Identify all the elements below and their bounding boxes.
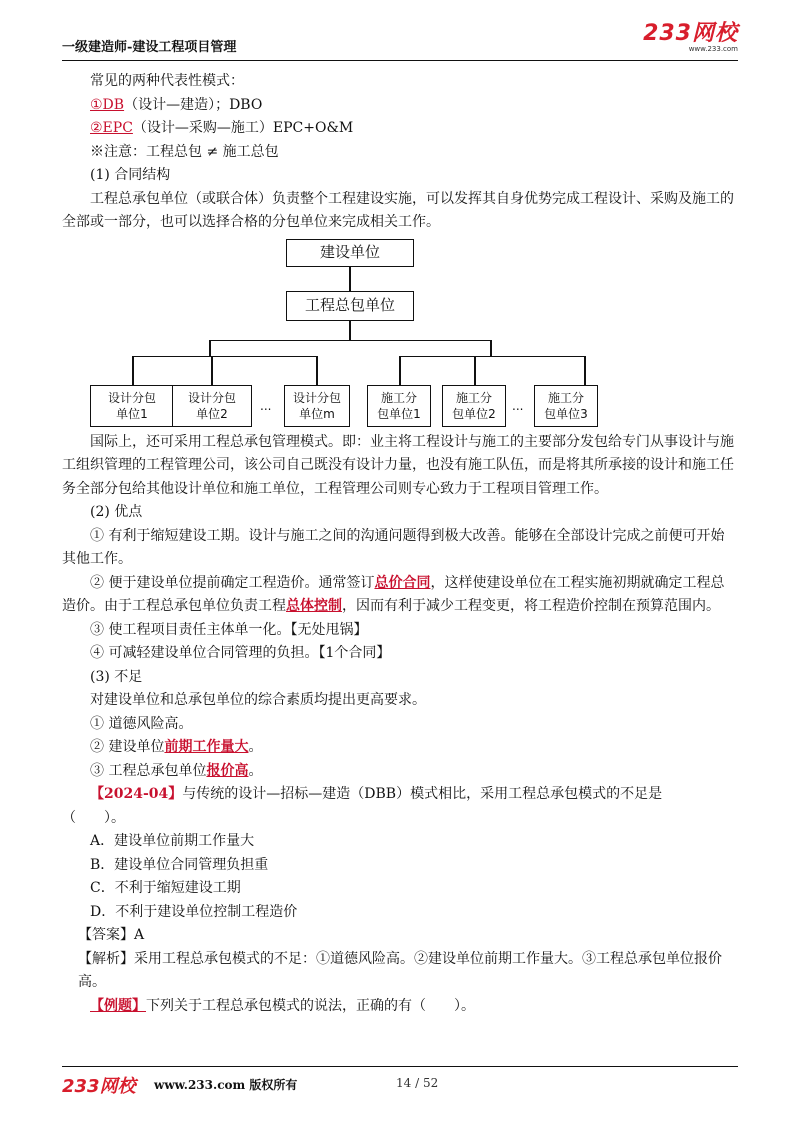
- diagram-box-owner: 建设单位: [286, 239, 414, 267]
- example-stem: [62, 995, 738, 1019]
- page-header: [62, 22, 738, 58]
- paragraph: ③ 使工程项目责任主体单一化。【无处甩锅】: [90, 621, 368, 638]
- option: B．建设单位合同管理负担重: [90, 856, 269, 873]
- connector-line: [132, 356, 317, 358]
- text: 。: [248, 739, 263, 755]
- connector-line: [211, 356, 213, 385]
- document-body: [62, 70, 738, 1018]
- connector-line: [490, 340, 492, 356]
- paragraph: ④ 可减轻建设单位合同管理的负担。【1个合同】: [90, 645, 391, 661]
- section-heading: (2) 优点: [90, 504, 143, 520]
- box-label: 单位2: [196, 406, 228, 421]
- logo-text: 233网校: [643, 21, 738, 46]
- ellipsis: ...: [512, 398, 524, 413]
- paragraph: ① 有利于缩短建设工期。设计与施工之间的沟通问题得到极大改善。能够在全部设计完成之前便可开始其他工作。: [62, 527, 725, 567]
- question-stem: [62, 783, 738, 807]
- text: 下列关于工程总承包模式的说法，正确的有（ ）。: [146, 997, 475, 1014]
- diagram-box-design-sub-m: [284, 385, 350, 427]
- text: ② 建设单位: [90, 739, 165, 755]
- box-label: 包单位3: [544, 406, 588, 421]
- ellipsis: ...: [260, 398, 272, 413]
- paragraph: 对建设单位和总承包单位的综合素质均提出更高要求。: [90, 692, 426, 708]
- page-footer: [62, 1072, 738, 1096]
- diagram-box-general-contractor: 工程总包单位: [286, 291, 414, 321]
- section-heading: (3) 不足: [90, 668, 143, 685]
- paragraph: ① 道德风险高。: [90, 715, 193, 732]
- example-tag[interactable]: 【例题】: [90, 997, 146, 1014]
- paragraph: ※注意：工程总包 ≠ 施工总包: [90, 143, 279, 160]
- footer-divider: [62, 1066, 738, 1067]
- analysis: 【解析】采用工程总承包模式的不足：①道德风险高。②建设单位前期工作量大。③工程总承包单位报价高。: [78, 950, 722, 990]
- paragraph: [62, 572, 738, 619]
- box-label: 施工分: [380, 390, 417, 405]
- diagram-box-construction-sub-2: [442, 385, 506, 427]
- connector-line: [474, 356, 476, 385]
- paragraph: 国际上，还可采用工程总承包管理模式。即：业主将工程设计与施工的主要部分发包给专门从事设计与施工组织管理的工程管理公司，该公司自己既没有设计力量，也没有施工队伍，而是将其所承接的设计和施工任务全部分包给其他设计单位和施工单位，工程管理公司则专心致力于工程项目管理工作。: [62, 433, 734, 497]
- connector-line: [349, 267, 351, 291]
- document-title: 一级建造师-建设工程项目管理: [62, 40, 237, 55]
- diagram-box-construction-sub-3: [534, 385, 598, 427]
- text: ，因而有利于减少工程变更，将工程造价控制在预算范围内。: [342, 598, 720, 614]
- highlight-term: 总体控制: [286, 598, 342, 614]
- highlight-term: 前期工作量大: [164, 739, 249, 755]
- contract-structure-diagram: [62, 237, 738, 427]
- text: 与传统的设计—招标—建造（DBB）模式相比，采用工程总承包模式的不足是: [182, 786, 663, 802]
- text: （设计—建造）；DBO: [124, 96, 263, 113]
- paragraph: [62, 117, 738, 141]
- paragraph: 常见的两种代表性模式：: [90, 73, 244, 89]
- answer: 【答案】A: [78, 927, 145, 943]
- section-heading: (1) 合同结构: [90, 167, 171, 183]
- epc-link[interactable]: ②EPC: [90, 120, 133, 136]
- highlight-term: 总价合同: [374, 574, 431, 591]
- connector-line: [399, 356, 585, 358]
- box-label: 设计分包: [187, 390, 236, 405]
- page-number: 14 / 52: [396, 1076, 439, 1090]
- paragraph: [62, 736, 738, 760]
- connector-line: [349, 321, 351, 341]
- header-divider: [62, 60, 738, 61]
- option: C．不利于缩短建设工期: [90, 880, 241, 896]
- box-label: 施工分: [547, 390, 584, 405]
- text: ，这样使建设单位在工程实施初期就确定工程总造价。由于工程总承包单位负责工程: [62, 574, 725, 614]
- db-link[interactable]: ①DB: [90, 96, 125, 113]
- option: A．建设单位前期工作量大: [90, 833, 255, 849]
- diagram-box-design-sub-1: [90, 385, 174, 427]
- box-label: 包单位2: [452, 406, 496, 421]
- diagram-box-design-sub-2: [172, 385, 252, 427]
- text: 。: [248, 762, 263, 779]
- diagram-box-construction-sub-1: [367, 385, 431, 427]
- connector-line: [584, 356, 586, 385]
- logo-url: www.233.com: [688, 45, 738, 53]
- box-label: 设计分包: [107, 390, 156, 405]
- paragraph: [62, 760, 738, 784]
- paragraph: 工程总承包单位（或联合体）负责整个工程建设实施，可以发挥其自身优势完成工程设计、采购及施工的全部或一部分，也可以选择合格的分包单位来完成相关工作。: [62, 190, 734, 230]
- box-label: 单位m: [299, 406, 335, 421]
- box-label: 单位1: [116, 406, 148, 421]
- highlight-term: 报价高: [206, 762, 249, 779]
- box-label: 包单位1: [377, 406, 421, 421]
- question-blank: （ ）。: [62, 809, 125, 826]
- site-logo[interactable]: [643, 22, 738, 53]
- paragraph: [62, 94, 738, 118]
- copyright-text: www.233.com 版权所有: [154, 1078, 298, 1092]
- text: ③ 工程总承包单位: [90, 762, 207, 779]
- footer-logo[interactable]: 233网校: [62, 1076, 136, 1097]
- connector-line: [209, 340, 491, 342]
- box-label: 施工分: [455, 390, 492, 405]
- connector-line: [316, 356, 318, 385]
- connector-line: [132, 356, 134, 385]
- text: （设计—采购—施工）EPC+O&M: [132, 120, 354, 136]
- question-tag: 【2024-04】: [90, 786, 183, 802]
- option: D．不利于建设单位控制工程造价: [90, 903, 298, 920]
- connector-line: [399, 356, 401, 385]
- box-label: 设计分包: [292, 390, 341, 405]
- connector-line: [209, 340, 211, 356]
- text: ② 便于建设单位提前确定工程造价。通常签订: [90, 574, 375, 591]
